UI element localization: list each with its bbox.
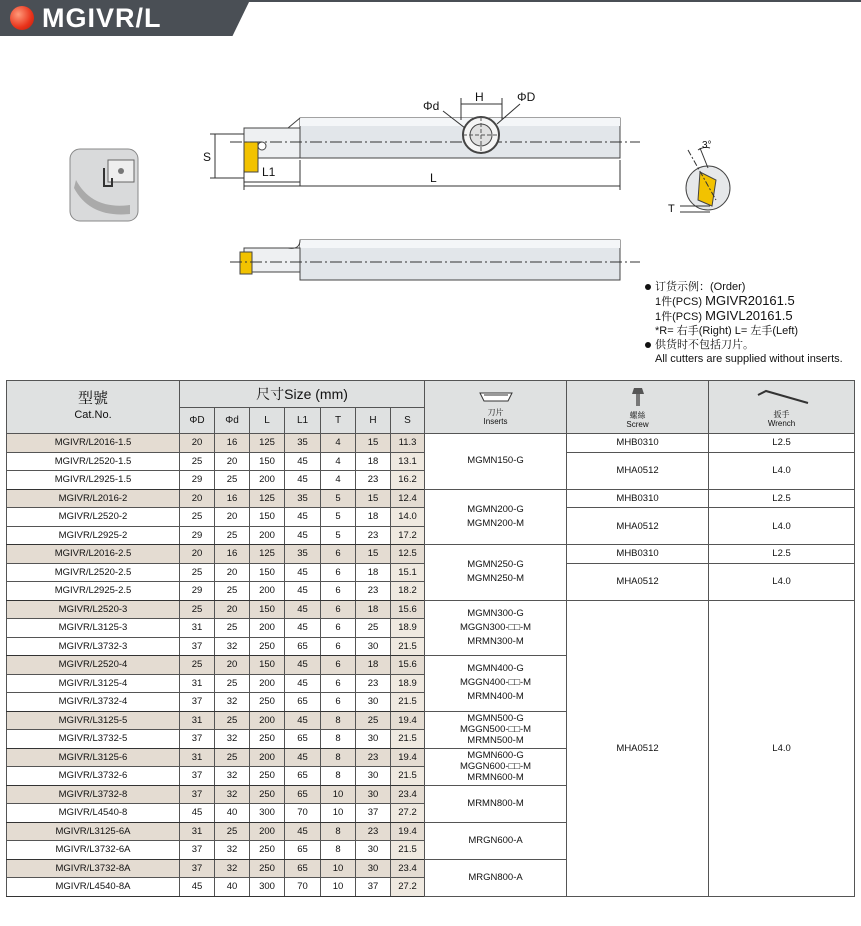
dim-H-cell: 30 — [356, 767, 391, 786]
dim-D-cell: 45 — [180, 878, 215, 897]
inserts-note-en: All cutters are supplied without inserts. — [655, 353, 843, 365]
dim-H-cell: 18 — [356, 600, 391, 619]
dim-d-cell: 16 — [215, 545, 250, 564]
dim-d-cell: 25 — [215, 822, 250, 841]
dim-H-cell: 18 — [356, 508, 391, 527]
inserts-cell — [425, 711, 567, 748]
dim-H-cell: 15 — [356, 545, 391, 564]
dim-H-label: H — [475, 90, 484, 104]
dim-d-cell: 25 — [215, 619, 250, 638]
cat-no-cell: MGIVR/L3125-6 — [7, 748, 180, 767]
dim-L-cell: 125 — [250, 489, 285, 508]
insert-code: MGMN150-G — [467, 455, 524, 467]
inserts-cell — [425, 600, 567, 656]
dim-d-cell: 20 — [215, 452, 250, 471]
insert-code: MGMN200-M — [467, 517, 525, 529]
order-heading: 订货示例：(Order) — [655, 281, 746, 293]
insert-code: MRMN300-M — [467, 635, 524, 647]
dim-d-cell: 32 — [215, 785, 250, 804]
dim-L1-cell: 65 — [285, 693, 321, 712]
dim-D-cell: 37 — [180, 637, 215, 656]
dim-L1-cell: 45 — [285, 656, 321, 675]
dim-H-cell: 37 — [356, 804, 391, 823]
dim-d-cell: 20 — [215, 600, 250, 619]
dim-L-cell: 250 — [250, 859, 285, 878]
dim-H-cell: 23 — [356, 471, 391, 490]
dim-H-cell: 15 — [356, 489, 391, 508]
dim-D-cell: 31 — [180, 711, 215, 730]
dim-L-cell: 200 — [250, 471, 285, 490]
dim-d-cell: 40 — [215, 804, 250, 823]
dim-T-cell: 8 — [321, 822, 356, 841]
dim-L-cell: 200 — [250, 526, 285, 545]
dim-T-cell: 8 — [321, 711, 356, 730]
dim-d-cell: 25 — [215, 582, 250, 601]
inserts-cell — [425, 545, 567, 601]
dim-L-cell: 250 — [250, 693, 285, 712]
dim-L-cell: 250 — [250, 841, 285, 860]
cat-no-cell: MGIVR/L3732-5 — [7, 730, 180, 749]
dim-S-cell: 13.1 — [391, 452, 425, 471]
dim-T-cell: 5 — [321, 489, 356, 508]
wrench-cell: L4.0 — [709, 452, 855, 489]
dim-d-cell: 32 — [215, 859, 250, 878]
dim-D-cell: 31 — [180, 674, 215, 693]
wrench-cell: L4.0 — [709, 563, 855, 600]
dim-D-cell: 25 — [180, 508, 215, 527]
insert-code: MGGN300-□□-M — [459, 621, 532, 633]
dim-D-cell: 20 — [180, 545, 215, 564]
dim-L1-cell: 65 — [285, 767, 321, 786]
dim-L-cell: 200 — [250, 822, 285, 841]
dim-T-label: T — [668, 203, 675, 215]
inserts-note-cn: 供货时不包括刀片。 — [655, 339, 754, 351]
hand-legend: *R= 右手(Right) L= 左手(Left) — [655, 325, 799, 337]
insert-code: MGMN600-G — [467, 750, 524, 761]
cat-no-cell: MGIVR/L3125-5 — [7, 711, 180, 730]
dim-L-cell: 200 — [250, 748, 285, 767]
dim-S-cell: 19.4 — [391, 711, 425, 730]
col-L: L — [250, 408, 285, 434]
wrench-cell: L2.5 — [709, 489, 855, 508]
dim-L1-cell: 45 — [285, 748, 321, 767]
header-inserts: 刀片 Inserts — [425, 381, 567, 434]
order-qty-2: 1件(PCS) — [655, 311, 706, 323]
dim-L-cell: 300 — [250, 878, 285, 897]
col-phi-D: ΦD — [180, 408, 215, 434]
tool-top-view — [203, 90, 640, 190]
dim-D-cell: 45 — [180, 804, 215, 823]
order-code-right: MGIVR20161.5 — [705, 293, 795, 308]
dim-H-cell: 23 — [356, 748, 391, 767]
tool-end-view — [668, 140, 730, 215]
screw-cell: MHB0310 — [567, 434, 709, 453]
dim-H-cell: 30 — [356, 637, 391, 656]
insert-code: MRMN400-M — [467, 691, 524, 703]
page-title: MGIVR/L — [42, 3, 162, 33]
dim-T-cell: 10 — [321, 878, 356, 897]
dim-S-cell: 15.6 — [391, 656, 425, 675]
dim-S-cell: 21.5 — [391, 693, 425, 712]
table-row — [7, 434, 855, 453]
cat-no-cell: MGIVR/L4540-8 — [7, 804, 180, 823]
wrench-cell: L4.0 — [709, 600, 855, 896]
dim-L-cell: 150 — [250, 600, 285, 619]
dim-D-cell: 31 — [180, 619, 215, 638]
dim-d-cell: 32 — [215, 637, 250, 656]
dim-H-cell: 23 — [356, 822, 391, 841]
table-row — [7, 600, 855, 619]
dim-D-cell: 25 — [180, 600, 215, 619]
dim-L-cell: 125 — [250, 434, 285, 453]
insert-code: MRGN800-A — [468, 871, 523, 883]
screw-cell: MHA0512 — [567, 563, 709, 600]
insert-code: MRMN500-M — [467, 735, 524, 746]
dim-H-cell: 37 — [356, 878, 391, 897]
angle-label: 3° — [702, 140, 712, 151]
insert-code: MGMN500-G — [467, 713, 524, 724]
dim-L1-cell: 45 — [285, 526, 321, 545]
dim-S-cell: 21.5 — [391, 767, 425, 786]
dim-T-cell: 10 — [321, 785, 356, 804]
dim-T-cell: 8 — [321, 767, 356, 786]
dim-H-cell: 18 — [356, 452, 391, 471]
dim-D-cell: 37 — [180, 730, 215, 749]
cat-no-cell: MGIVR/L3125-6A — [7, 822, 180, 841]
insert-code: MRMN600-M — [467, 772, 524, 783]
wrench-cell: L4.0 — [709, 508, 855, 545]
dim-L1-cell: 65 — [285, 841, 321, 860]
dim-S-cell: 27.2 — [391, 878, 425, 897]
dim-L1-cell: 65 — [285, 785, 321, 804]
dim-S-cell: 11.3 — [391, 434, 425, 453]
spec-table — [6, 380, 855, 897]
dim-D-cell: 37 — [180, 785, 215, 804]
dim-D-cell: 37 — [180, 859, 215, 878]
dim-L-cell: 250 — [250, 767, 285, 786]
dim-T-cell: 4 — [321, 471, 356, 490]
inserts-cell — [425, 656, 567, 712]
dim-L1-cell: 65 — [285, 730, 321, 749]
insert-code: MGGN600-□□-M — [459, 761, 532, 772]
dim-S-label: S — [203, 150, 212, 164]
inserts-cell — [425, 748, 567, 785]
dim-L-cell: 150 — [250, 656, 285, 675]
dim-H-cell: 25 — [356, 711, 391, 730]
dim-D-cell: 20 — [180, 434, 215, 453]
screw-cell: MHB0310 — [567, 489, 709, 508]
dim-L-cell: 200 — [250, 619, 285, 638]
dim-T-cell: 6 — [321, 619, 356, 638]
dim-D-cell: 37 — [180, 841, 215, 860]
cat-no-cell: MGIVR/L2016-2 — [7, 489, 180, 508]
table-row — [7, 489, 855, 508]
insert-code: MRGN600-A — [468, 834, 523, 846]
dim-S-cell: 19.4 — [391, 748, 425, 767]
dim-D-cell: 29 — [180, 526, 215, 545]
dim-L-cell: 250 — [250, 730, 285, 749]
header-model: 型號 Cat.No. — [7, 381, 180, 434]
dim-d-cell: 25 — [215, 674, 250, 693]
dim-S-cell: 18.9 — [391, 619, 425, 638]
dim-S-cell: 12.4 — [391, 489, 425, 508]
dim-S-cell: 27.2 — [391, 804, 425, 823]
dim-D-cell: 37 — [180, 767, 215, 786]
cat-no-cell: MGIVR/L3732-6 — [7, 767, 180, 786]
dim-S-cell: 21.5 — [391, 841, 425, 860]
dim-L1-cell: 45 — [285, 471, 321, 490]
screw-cell: MHA0512 — [567, 508, 709, 545]
table-row — [7, 545, 855, 564]
cat-no-cell: MGIVR/L3125-3 — [7, 619, 180, 638]
dim-L1-cell: 65 — [285, 637, 321, 656]
cat-no-cell: MGIVR/L3732-6A — [7, 841, 180, 860]
dim-D-cell: 25 — [180, 563, 215, 582]
dim-T-cell: 6 — [321, 600, 356, 619]
dim-T-cell: 6 — [321, 563, 356, 582]
dim-D-cell: 37 — [180, 693, 215, 712]
header-size: 尺寸Size (mm) — [180, 381, 425, 408]
dim-d-cell: 25 — [215, 711, 250, 730]
insert-code: MGMN300-G — [467, 607, 524, 619]
dim-S-cell: 23.4 — [391, 859, 425, 878]
dim-d-cell: 20 — [215, 508, 250, 527]
dim-T-cell: 6 — [321, 545, 356, 564]
dim-S-cell: 18.2 — [391, 582, 425, 601]
dim-D-cell: 20 — [180, 489, 215, 508]
tool-side-view — [230, 240, 640, 280]
dim-T-cell: 10 — [321, 859, 356, 878]
dim-S-cell: 12.5 — [391, 545, 425, 564]
cat-no-cell: MGIVR/L3732-3 — [7, 637, 180, 656]
dim-H-cell: 30 — [356, 785, 391, 804]
dim-L-cell: 150 — [250, 508, 285, 527]
inserts-cell — [425, 859, 567, 896]
dim-L1-cell: 45 — [285, 711, 321, 730]
dim-S-cell: 16.2 — [391, 471, 425, 490]
dim-T-cell: 6 — [321, 674, 356, 693]
insert-code: MRMN800-M — [467, 797, 524, 809]
dim-T-cell: 8 — [321, 730, 356, 749]
dim-L-cell: 200 — [250, 711, 285, 730]
col-phi-d: Φd — [215, 408, 250, 434]
wrench-cell: L2.5 — [709, 434, 855, 453]
dim-L-cell: 300 — [250, 804, 285, 823]
screw-cell: MHA0512 — [567, 452, 709, 489]
dim-L1-cell: 45 — [285, 452, 321, 471]
dim-phi-d-label: Φd — [423, 99, 440, 113]
dim-T-cell: 8 — [321, 841, 356, 860]
insert-code: MGMN400-G — [467, 663, 524, 675]
dim-T-cell: 5 — [321, 508, 356, 527]
dim-phi-D-label: ΦD — [517, 90, 536, 104]
cat-no-cell: MGIVR/L2016-2.5 — [7, 545, 180, 564]
dim-L1-cell: 45 — [285, 600, 321, 619]
dim-L1-cell: 65 — [285, 859, 321, 878]
cat-no-cell: MGIVR/L2925-1.5 — [7, 471, 180, 490]
order-qty-1: 1件(PCS) — [655, 296, 706, 308]
insert-code: MGGN400-□□-M — [459, 677, 532, 689]
dim-S-cell: 18.9 — [391, 674, 425, 693]
insert-code: MGMN250-M — [467, 573, 525, 585]
bullet-icon — [645, 342, 651, 348]
dim-T-cell: 6 — [321, 637, 356, 656]
inserts-cell — [425, 785, 567, 822]
dim-L1-cell: 35 — [285, 545, 321, 564]
dim-H-cell: 23 — [356, 526, 391, 545]
dim-L-cell: 150 — [250, 563, 285, 582]
dim-d-cell: 40 — [215, 878, 250, 897]
screw-cell: MHB0310 — [567, 545, 709, 564]
dim-S-cell: 14.0 — [391, 508, 425, 527]
dim-D-cell: 25 — [180, 452, 215, 471]
dim-L-cell: 200 — [250, 674, 285, 693]
cat-no-cell: MGIVR/L3732-4 — [7, 693, 180, 712]
dim-H-cell: 30 — [356, 693, 391, 712]
wrench-icon — [752, 387, 812, 407]
dim-S-cell: 17.2 — [391, 526, 425, 545]
dim-L1-cell: 45 — [285, 619, 321, 638]
dim-H-cell: 30 — [356, 859, 391, 878]
cat-no-cell: MGIVR/L2520-2 — [7, 508, 180, 527]
dim-H-cell: 30 — [356, 730, 391, 749]
cat-no-cell: MGIVR/L2520-4 — [7, 656, 180, 675]
dim-T-cell: 6 — [321, 582, 356, 601]
dim-D-cell: 29 — [180, 582, 215, 601]
dim-d-cell: 25 — [215, 471, 250, 490]
dim-S-cell: 21.5 — [391, 730, 425, 749]
col-H: H — [356, 408, 391, 434]
cat-no-cell: MGIVR/L2520-2.5 — [7, 563, 180, 582]
dim-T-cell: 8 — [321, 748, 356, 767]
col-T: T — [321, 408, 356, 434]
dim-L1-cell: 45 — [285, 508, 321, 527]
dim-d-cell: 32 — [215, 767, 250, 786]
dim-T-cell: 4 — [321, 434, 356, 453]
order-info — [645, 280, 843, 366]
cat-no-cell: MGIVR/L2520-1.5 — [7, 452, 180, 471]
screw-cell: MHA0512 — [567, 600, 709, 896]
dim-L1-label: L1 — [262, 165, 276, 179]
dim-D-cell: 29 — [180, 471, 215, 490]
dim-L1-cell: 70 — [285, 878, 321, 897]
dim-S-cell: 19.4 — [391, 822, 425, 841]
order-code-left: MGIVL20161.5 — [705, 308, 793, 323]
dim-S-cell: 23.4 — [391, 785, 425, 804]
dim-L-cell: 250 — [250, 637, 285, 656]
dim-L1-cell: 45 — [285, 674, 321, 693]
dim-H-cell: 18 — [356, 563, 391, 582]
dim-d-cell: 20 — [215, 656, 250, 675]
title-bullet-icon — [10, 6, 34, 30]
inserts-cell — [425, 822, 567, 859]
screw-icon — [628, 386, 648, 408]
col-S: S — [391, 408, 425, 434]
dim-L-cell: 250 — [250, 785, 285, 804]
dim-H-cell: 30 — [356, 841, 391, 860]
cat-no-cell: MGIVR/L4540-8A — [7, 878, 180, 897]
dim-T-cell: 6 — [321, 693, 356, 712]
dim-T-cell: 10 — [321, 804, 356, 823]
dim-d-cell: 32 — [215, 730, 250, 749]
inserts-cell — [425, 434, 567, 490]
bullet-icon — [645, 284, 651, 290]
dim-H-cell: 23 — [356, 674, 391, 693]
header-wrench: 扳手 Wrench — [709, 381, 855, 434]
dim-D-cell: 31 — [180, 748, 215, 767]
insert-icon — [476, 389, 516, 405]
cat-no-cell: MGIVR/L2925-2 — [7, 526, 180, 545]
dim-L1-cell: 45 — [285, 582, 321, 601]
insert-code: MGMN200-G — [467, 503, 524, 515]
dim-H-cell: 25 — [356, 619, 391, 638]
dim-L1-cell: 35 — [285, 434, 321, 453]
dim-T-cell: 5 — [321, 526, 356, 545]
dim-T-cell: 6 — [321, 656, 356, 675]
dim-L1-cell: 45 — [285, 563, 321, 582]
dim-d-cell: 16 — [215, 434, 250, 453]
dim-D-cell: 31 — [180, 822, 215, 841]
dim-L-label: L — [430, 171, 437, 185]
dim-d-cell: 20 — [215, 563, 250, 582]
dim-d-cell: 32 — [215, 841, 250, 860]
cat-no-cell: MGIVR/L2925-2.5 — [7, 582, 180, 601]
dim-D-cell: 25 — [180, 656, 215, 675]
dim-H-cell: 18 — [356, 656, 391, 675]
dim-d-cell: 25 — [215, 748, 250, 767]
cat-no-cell: MGIVR/L2016-1.5 — [7, 434, 180, 453]
col-L1: L1 — [285, 408, 321, 434]
cat-no-cell: MGIVR/L3125-4 — [7, 674, 180, 693]
header-screw: 螺絲 Screw — [567, 381, 709, 434]
cat-no-cell: MGIVR/L3732-8 — [7, 785, 180, 804]
dim-H-cell: 15 — [356, 434, 391, 453]
dim-d-cell: 25 — [215, 526, 250, 545]
insert-thumbnail-icon — [70, 149, 138, 221]
insert-code: MGMN250-G — [467, 559, 524, 571]
dim-L-cell: 200 — [250, 582, 285, 601]
wrench-cell: L2.5 — [709, 545, 855, 564]
dim-d-cell: 16 — [215, 489, 250, 508]
dim-S-cell: 15.1 — [391, 563, 425, 582]
insert-code: MGGN500-□□-M — [459, 724, 532, 735]
dim-L1-cell: 70 — [285, 804, 321, 823]
dim-H-cell: 23 — [356, 582, 391, 601]
dim-L1-cell: 35 — [285, 489, 321, 508]
dim-L-cell: 125 — [250, 545, 285, 564]
cat-no-cell: MGIVR/L2520-3 — [7, 600, 180, 619]
inserts-cell — [425, 489, 567, 545]
cat-no-cell: MGIVR/L3732-8A — [7, 859, 180, 878]
dim-d-cell: 32 — [215, 693, 250, 712]
dim-T-cell: 4 — [321, 452, 356, 471]
dim-S-cell: 21.5 — [391, 637, 425, 656]
dim-L1-cell: 45 — [285, 822, 321, 841]
dim-S-cell: 15.6 — [391, 600, 425, 619]
dim-L-cell: 150 — [250, 452, 285, 471]
